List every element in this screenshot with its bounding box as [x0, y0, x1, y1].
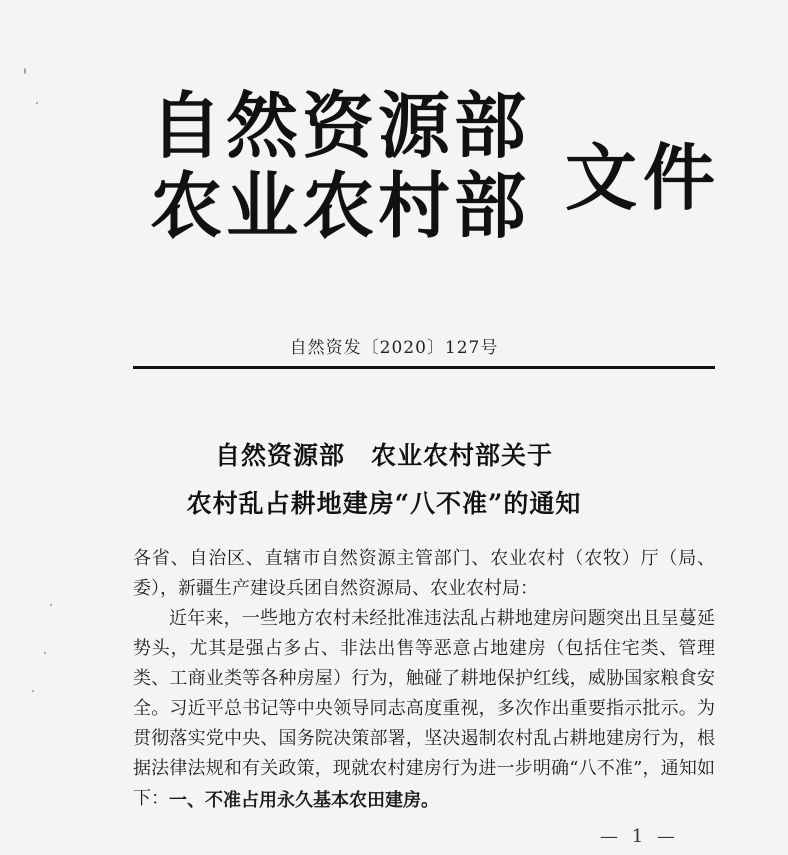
page-number: — 1 —: [600, 826, 679, 847]
document-title-line-1: 自然资源部 农业农村部关于: [214, 441, 553, 470]
scan-speck: [24, 68, 26, 74]
issuer-line-1: 自然资源部: [150, 83, 531, 168]
body-paragraph: 近年来，一些地方农村未经批准违法乱占耕地建房问题突出且呈蔓延势头，尤其是强占多占、非法出售等恶意占地建房（包括住宅类、管理类、工商业类等各种房屋）行为，触碰了耕地保护红线，威胁国家粮食安全。习近平总书记等中央领导同志高度重视，多次作出重要指示批示。为贯彻落实党中央、国务院决策部署，坚决遏制农村乱占耕地建房行为，根据法律法规和有关政策，现就农村建房行为进一步明确“八不准”，通知如下：: [133, 608, 715, 809]
scan-speck: [50, 604, 52, 606]
document-number: 自然资发〔2020〕127号: [289, 338, 499, 358]
scan-speck: [36, 102, 38, 104]
scan-speck: [44, 652, 46, 654]
salutation: 各省、自治区、直辖市自然资源主管部门、农业农村（农牧）厅（局、委），新疆生产建设兵团自然资源局、农业农村局：: [133, 548, 715, 599]
issuer-line-2: 农业农村部: [150, 163, 531, 248]
scan-speck: [32, 690, 34, 692]
document-title-line-2: 农村乱占耕地建房“八不准”的通知: [186, 489, 582, 518]
document-type-label: 文件: [565, 135, 722, 220]
header-divider: [133, 366, 715, 369]
section-heading-1: 一、不准占用永久基本农田建房。: [169, 790, 439, 811]
